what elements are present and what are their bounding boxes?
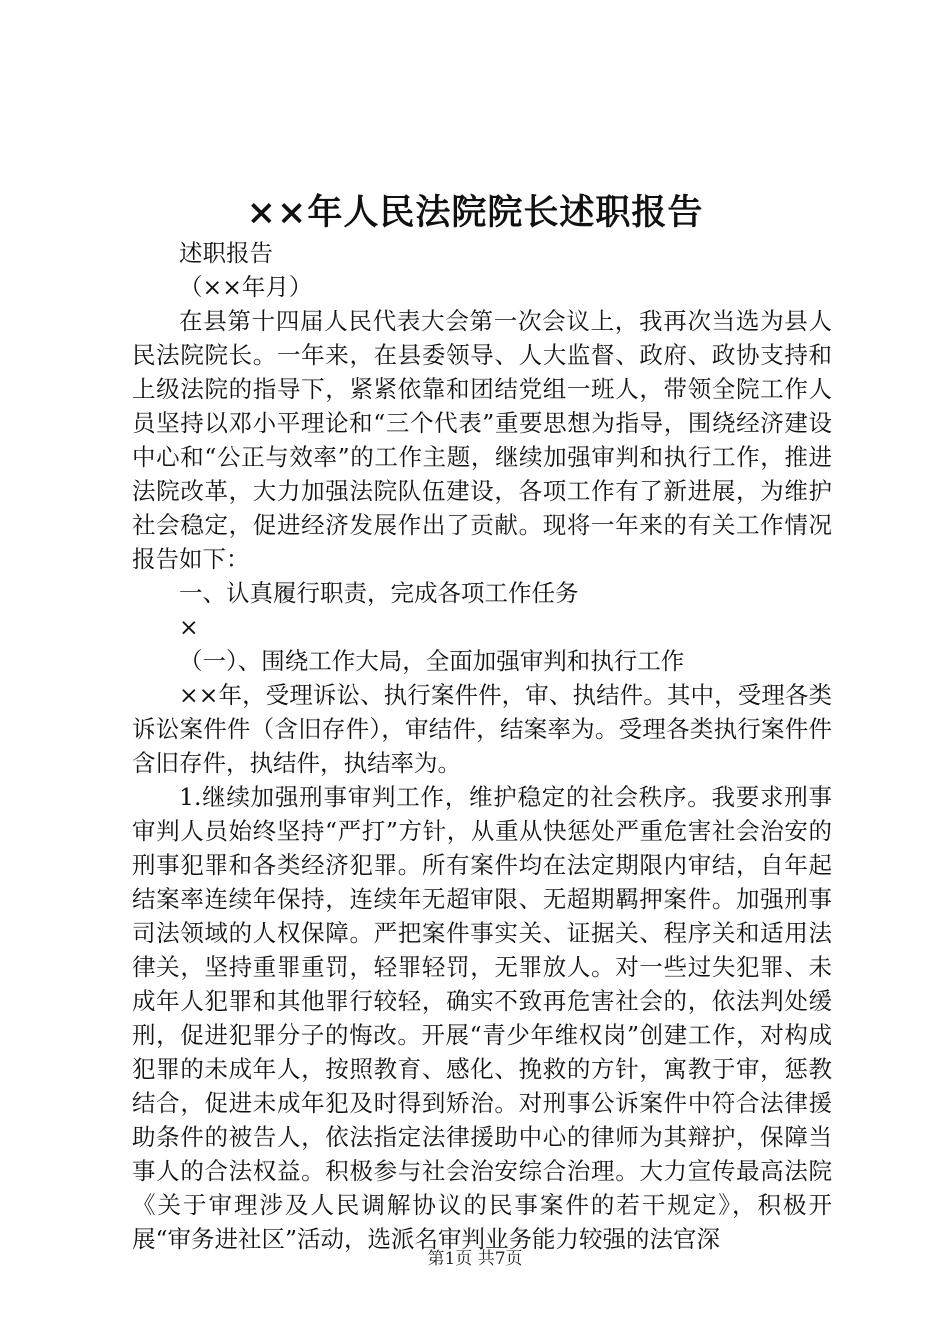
paragraph-heading: 述职报告 (179, 239, 273, 267)
paragraph-cases: ××年，受理诉讼、执行案件件，审、执结件。其中，受理各类诉讼案件件（含旧存件），审结件，结案率为。受理各类执行案件件含旧存件，执结件，执结率为。 (132, 681, 832, 777)
page-footer: 第1页 共7页 (427, 1249, 523, 1269)
section-heading-1: 一、认真履行职责，完成各项工作任务 (179, 579, 579, 607)
subsection-heading-1: （一）、围绕工作大局，全面加强审判和执行工作 (179, 647, 685, 675)
paragraph-criminal-trial: 1.继续加强刑事审判工作，维护稳定的社会秩序。我要求刑事审判人员始终坚持“严打”方针，从重从快惩处严重危害社会治安的刑事犯罪和各类经济犯罪。所有案件均在法定期限内审结，自年起结案率连续年保持，连续年无超审限、无超期羁押案件。加强刑事司法领域的人权保障。严把案件事实关、证据关、程序关和适用法律关，坚持重罪重罚，轻罪轻罚，无罪放人。对一些过失犯罪、未成年人犯罪和其他罪行较轻，确实不致再危害社会的，依法判处缓刑，促进犯罪分子的悔改。开展“青少年维权岗”创建工作，对构成犯罪的未成年人，按照教育、感化、挽救的方针，寓教于审，惩教结合，促进未成年犯及时得到矫治。对刑事公诉案件中符合法律援助条件的被告人，依法指定法律援助中心的律师为其辩护，保障当事人的合法权益。积极参与社会治安综合治理。大力宣传最高法院《关于审理涉及人民调解协议的民事案件的若干规定》，积极开展“审务进社区”活动，选派名审判业务能力较强的法官深 (132, 783, 832, 1253)
paragraph-marker: × (179, 613, 199, 641)
paragraph-date: （××年月） (179, 273, 313, 301)
document-body (132, 236, 832, 1256)
document-title: ××年人民法院院长述职报告 (246, 192, 704, 233)
paragraph-intro: 在县第十四届人民代表大会第一次会议上，我再次当选为县人民法院院长。一年来，在县委领导、人大监督、政府、政协支持和上级法院的指导下，紧紧依靠和团结党组一班人，带领全院工作人员坚持以邓小平理论和“三个代表”重要思想为指导，围绕经济建设中心和“公正与效率”的工作主题，继续加强审判和执行工作，推进法院改革，大力加强法院队伍建设，各项工作有了新进展，为维护社会稳定，促进经济发展作出了贡献。现将一年来的有关工作情况报告如下： (132, 307, 832, 573)
